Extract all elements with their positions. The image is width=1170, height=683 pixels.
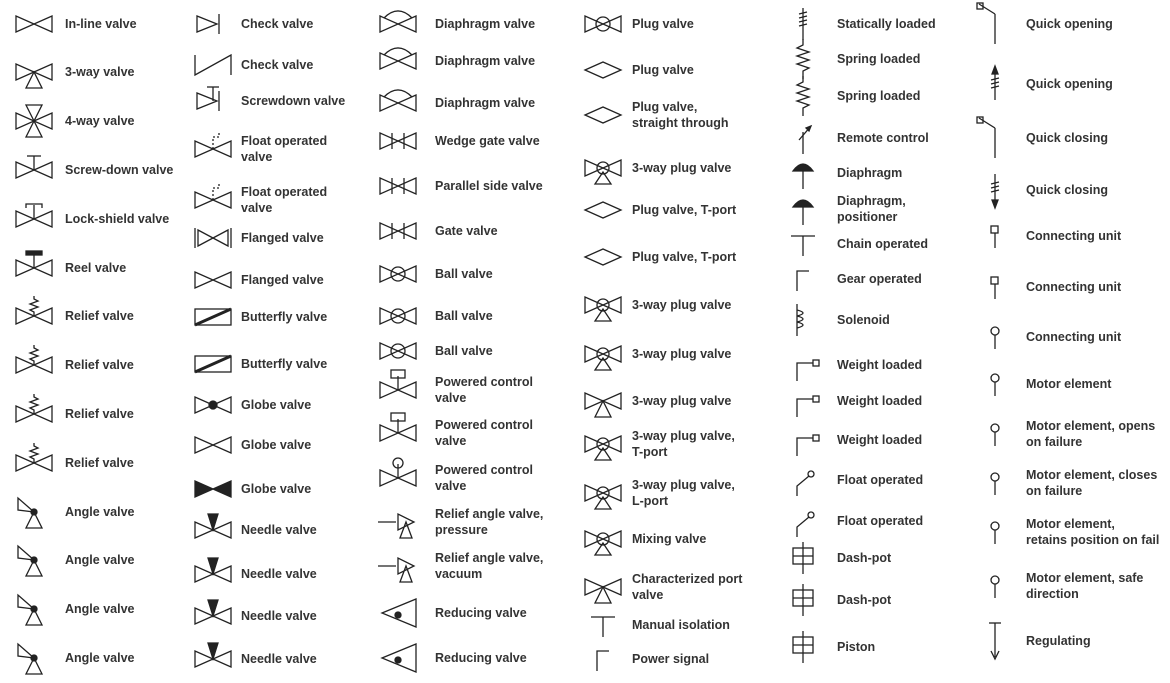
three-way-valve-icon[interactable] [14,52,54,92]
weight-icon[interactable] [783,381,823,421]
dashpot-icon[interactable] [783,580,823,620]
butterfly-valve-icon[interactable] [193,297,233,337]
symbol-label: Relief valve [65,309,134,323]
symbol-label: Screw-down valve [65,163,174,177]
symbol-label: Parallel side valve [435,179,543,193]
symbol-label: Angle valve [65,651,135,665]
angle-valve-icon[interactable] [14,540,54,580]
motor-element-icon[interactable] [975,317,1015,357]
symbol-label: Connecting unit [1026,330,1122,344]
relief-valve-icon[interactable] [14,443,54,483]
globe-valve-filled-icon[interactable] [193,469,233,509]
corner-actuator-icon[interactable] [783,259,823,299]
reducing-valve-icon[interactable] [378,638,418,678]
symbol-label: Angle valve [65,553,135,567]
symbol-label: 3-way plug valve [632,161,732,175]
symbol-label: Motor element, safe direction [1026,571,1144,601]
symbol-label: Needle valve [241,523,317,537]
symbol-label: Chain operated [837,237,928,251]
symbol-label: Lock-shield valve [65,212,170,226]
tee-actuator-icon[interactable] [783,224,823,264]
symbol-label: Connecting unit [1026,280,1122,294]
weight-icon[interactable] [783,345,823,385]
symbol-label: Plug valve, T-port [632,250,737,264]
symbol-label: Globe valve [241,482,312,496]
reducing-valve-icon[interactable] [378,593,418,633]
connecting-unit-icon[interactable] [975,216,1015,256]
angle-valve-icon[interactable] [14,589,54,629]
ball-valve-icon[interactable] [378,331,418,371]
needle-valve-icon[interactable] [193,639,233,679]
symbol-label: Butterfly valve [241,310,328,324]
three-way-plug-icon[interactable] [583,424,623,464]
symbol-label: Ball valve [435,267,493,281]
float-valve-icon[interactable] [193,180,233,220]
quick-opening-icon[interactable] [975,118,1015,158]
quick-opening-icon[interactable] [975,4,1015,44]
symbol-label: 3-way plug valve [632,298,732,312]
symbol-label: Wedge gate valve [435,134,540,148]
motor-element-icon[interactable] [975,566,1015,606]
symbol-label: Motor element, retains position on fail [1026,517,1160,547]
diaphragm-valve-icon[interactable] [378,41,418,81]
needle-valve-icon[interactable] [193,510,233,550]
symbol-label: Relief valve [65,407,134,421]
symbol-label: Angle valve [65,505,135,519]
symbol-label: Needle valve [241,609,317,623]
diamond-valve-icon[interactable] [583,95,623,135]
relief-angle-valve-icon[interactable] [378,546,418,586]
symbol-label: Power signal [632,652,710,666]
symbol-label: Reducing valve [435,651,527,665]
inline-valve-icon[interactable] [14,4,54,44]
check-valve-stem-icon[interactable] [193,81,233,121]
symbol-label: Flanged valve [241,231,324,245]
motor-element-icon[interactable] [975,463,1015,503]
symbol-label: 4-way valve [65,114,135,128]
symbol-label: Relief angle valve, vacuum [435,551,544,581]
symbol-label: Remote control [837,131,929,145]
plug-valve-icon[interactable] [583,4,623,44]
diaphragm-valve-icon[interactable] [378,83,418,123]
symbol-label: Weight loaded [837,358,923,372]
inline-valve-icon[interactable] [193,260,233,300]
symbol-label: 3-way valve [65,65,135,79]
symbol-label: Quick closing [1026,183,1108,197]
symbol-label: Solenoid [837,313,890,327]
stem-valve-icon[interactable] [14,150,54,190]
symbol-label: Float operated valve [241,134,328,164]
symbol-label: Mixing valve [632,532,707,546]
check-valve-icon[interactable] [193,4,233,44]
symbol-label: Flanged valve [241,273,324,287]
symbol-label: Powered control valve [435,463,533,493]
symbol-label: Reel valve [65,261,127,275]
three-way-valve-icon[interactable] [583,381,623,421]
diaphragm-actuator-icon[interactable] [783,189,823,229]
relief-valve-icon[interactable] [14,296,54,336]
symbol-label: Plug valve [632,63,694,77]
connecting-unit-icon[interactable] [975,267,1015,307]
diaphragm-actuator-icon[interactable] [783,153,823,193]
dashpot-icon[interactable] [783,627,823,667]
symbol-label: 3-way plug valve, L-port [632,478,735,508]
symbol-label: Statically loaded [837,17,936,31]
symbol-label: Needle valve [241,567,317,581]
symbol-label: Motor element, closes on failure [1026,468,1158,498]
needle-valve-icon[interactable] [193,596,233,636]
symbol-label: Globe valve [241,438,312,452]
diamond-valve-icon[interactable] [583,50,623,90]
diamond-valve-icon[interactable] [583,190,623,230]
symbol-label: Plug valve, T-port [632,203,737,217]
symbol-label: Quick opening [1026,77,1113,91]
symbol-label: 3-way plug valve [632,347,732,361]
symbol-label: Diaphragm valve [435,54,536,68]
needle-valve-icon[interactable] [193,554,233,594]
lock-shield-valve-icon[interactable] [14,199,54,239]
symbol-label: Gear operated [837,272,922,286]
symbol-label: Butterfly valve [241,357,328,371]
symbol-label: Ball valve [435,309,493,323]
float-actuator-icon[interactable] [783,501,823,541]
symbol-label: Float operated valve [241,185,328,215]
float-actuator-icon[interactable] [783,460,823,500]
symbol-label: Check valve [241,17,314,31]
symbol-label: Quick opening [1026,17,1113,31]
flanged-valve-icon[interactable] [193,218,233,258]
motor-element-icon[interactable] [975,512,1015,552]
symbol-label: Relief angle valve, pressure [435,507,544,537]
ball-valve-icon[interactable] [378,254,418,294]
inline-valve-icon[interactable] [193,425,233,465]
symbol-label: Relief valve [65,358,134,372]
symbol-label: Motor element [1026,377,1112,391]
three-way-plug-icon[interactable] [583,148,623,188]
angle-valve-icon[interactable] [14,492,54,532]
weight-icon[interactable] [783,420,823,460]
spring-icon[interactable] [783,39,823,79]
symbol-label: Connecting unit [1026,229,1122,243]
motor-element-icon[interactable] [975,364,1015,404]
three-way-plug-icon[interactable] [583,285,623,325]
symbol-label: Dash-pot [837,593,892,607]
static-load-icon[interactable] [783,4,823,44]
symbol-label: In-line valve [65,17,137,31]
ball-valve-icon[interactable] [378,296,418,336]
reel-valve-icon[interactable] [14,248,54,288]
relief-valve-icon[interactable] [14,345,54,385]
symbol-label: Plug valve, straight through [632,100,729,130]
symbol-label: Spring loaded [837,52,921,66]
symbol-label: Spring loaded [837,89,921,103]
symbol-label: Check valve [241,58,314,72]
solenoid-icon[interactable] [783,300,823,340]
symbol-label: Characterized port valve [632,572,743,602]
symbol-label: Globe valve [241,398,312,412]
relief-angle-valve-icon[interactable] [378,502,418,542]
gate-valve-icon[interactable] [378,121,418,161]
relief-valve-icon[interactable] [14,394,54,434]
symbol-label: Diaphragm, positioner [837,194,906,224]
arrow-up-spring-icon[interactable] [975,64,1015,104]
globe-valve-icon[interactable] [193,385,233,425]
three-way-plug-icon[interactable] [583,473,623,513]
three-way-plug-icon[interactable] [583,334,623,374]
symbol-label: Ball valve [435,344,493,358]
symbol-label: Plug valve [632,17,694,31]
symbol-label: Quick closing [1026,131,1108,145]
symbol-label: Dash-pot [837,551,892,565]
four-way-valve-icon[interactable] [14,101,54,141]
symbol-label: Powered control valve [435,375,533,405]
gate-valve-icon[interactable] [378,166,418,206]
butterfly-valve-icon[interactable] [193,344,233,384]
symbol-label: Piston [837,640,876,654]
symbol-label: Weight loaded [837,394,923,408]
motor-element-icon[interactable] [975,414,1015,454]
float-valve-icon[interactable] [193,129,233,169]
corner-actuator-icon[interactable] [583,639,623,679]
symbol-label: Gate valve [435,224,498,238]
symbol-label: 3-way plug valve [632,394,732,408]
remote-control-icon[interactable] [783,118,823,158]
check-valve-line-icon[interactable] [193,45,233,85]
symbol-label: Diaphragm [837,166,903,180]
powered-valve-icon[interactable] [378,370,418,410]
symbol-label: Powered control valve [435,418,533,448]
symbol-label: Motor element, opens on failure [1026,419,1156,449]
symbol-label: Float operated [837,473,924,487]
symbol-label: Reducing valve [435,606,527,620]
arrow-down-icon[interactable] [975,621,1015,661]
symbol-label: Manual isolation [632,618,730,632]
diamond-valve-icon[interactable] [583,237,623,277]
powered-valve-icon[interactable] [378,413,418,453]
symbol-label: 3-way plug valve, T-port [632,429,735,459]
symbol-label: Needle valve [241,652,317,666]
diaphragm-valve-icon[interactable] [378,4,418,44]
three-way-valve-icon[interactable] [583,567,623,607]
symbol-label: Diaphragm valve [435,17,536,31]
angle-valve-icon[interactable] [14,638,54,678]
dashpot-icon[interactable] [783,538,823,578]
symbol-label: Weight loaded [837,433,923,447]
symbol-label: Regulating [1026,634,1091,648]
gate-valve-icon[interactable] [378,211,418,251]
symbol-label: Angle valve [65,602,135,616]
symbol-label: Float operated [837,514,924,528]
spring-icon[interactable] [783,76,823,116]
arrow-down-spring-icon[interactable] [975,170,1015,210]
three-way-plug-icon[interactable] [583,519,623,559]
symbol-label: Relief valve [65,456,134,470]
powered-valve-circle-icon[interactable] [378,458,418,498]
symbol-label: Diaphragm valve [435,96,536,110]
symbol-label: Screwdown valve [241,94,346,108]
